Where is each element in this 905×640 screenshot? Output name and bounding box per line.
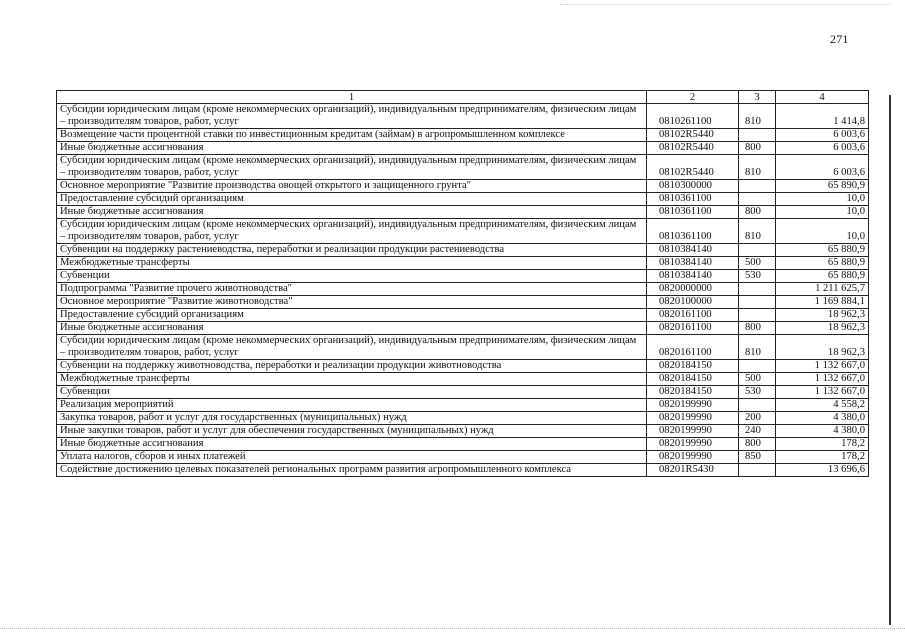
row-expense-type: 800 — [739, 322, 776, 335]
row-description: Закупка товаров, работ и услуг для государственных (муниципальных) нужд — [57, 412, 647, 425]
row-expense-type: 810 — [739, 219, 776, 244]
row-target-code: 0820199990 — [647, 399, 739, 412]
row-expense-type: 800 — [739, 438, 776, 451]
table-row — [57, 309, 869, 322]
header-col-1: 1 — [57, 91, 647, 104]
row-amount: 178,2 — [776, 451, 869, 464]
row-expense-type: 810 — [739, 155, 776, 180]
row-amount: 4 380,0 — [776, 425, 869, 438]
row-target-code: 08102R5440 — [647, 129, 739, 142]
row-amount: 10,0 — [776, 206, 869, 219]
row-description: Иные бюджетные ассигнования — [57, 206, 647, 219]
table-row — [57, 335, 869, 360]
row-target-code: 08102R5440 — [647, 155, 739, 180]
row-amount: 1 132 667,0 — [776, 373, 869, 386]
table-row — [57, 386, 869, 399]
row-expense-type — [739, 193, 776, 206]
row-description: Возмещение части процентной ставки по инвестиционным кредитам (займам) в агропромышленном комплексе — [57, 129, 647, 142]
row-target-code: 0820184150 — [647, 386, 739, 399]
row-expense-type: 810 — [739, 335, 776, 360]
row-expense-type — [739, 399, 776, 412]
row-description: Основное мероприятие "Развитие производства овощей открытого и защищенного грунта" — [57, 180, 647, 193]
row-description: Иные бюджетные ассигнования — [57, 142, 647, 155]
row-target-code: 0810300000 — [647, 180, 739, 193]
row-description: Субсидии юридическим лицам (кроме некоммерческих организаций), индивидуальным предпринимателям, физическим лицам – производителям товаров, работ, услуг — [57, 219, 647, 244]
row-amount: 6 003,6 — [776, 129, 869, 142]
table-row — [57, 373, 869, 386]
row-expense-type — [739, 283, 776, 296]
row-expense-type: 200 — [739, 412, 776, 425]
row-expense-type: 500 — [739, 257, 776, 270]
row-target-code: 0820000000 — [647, 283, 739, 296]
row-amount: 10,0 — [776, 219, 869, 244]
page-number: 271 — [830, 32, 849, 46]
row-amount: 65 890,9 — [776, 180, 869, 193]
row-target-code: 0820161100 — [647, 322, 739, 335]
table-header-row — [57, 91, 869, 104]
row-target-code: 08102R5440 — [647, 142, 739, 155]
row-description: Субсидии юридическим лицам (кроме некоммерческих организаций), индивидуальным предпринимателям, физическим лицам – производителям товаров, работ, услуг — [57, 104, 647, 129]
row-expense-type — [739, 296, 776, 309]
row-target-code: 0820199990 — [647, 412, 739, 425]
row-target-code: 0810361100 — [647, 219, 739, 244]
row-description: Предоставление субсидий организациям — [57, 309, 647, 322]
header-col-2: 2 — [647, 91, 739, 104]
table-body — [57, 104, 869, 477]
row-amount: 6 003,6 — [776, 142, 869, 155]
row-amount: 6 003,6 — [776, 155, 869, 180]
row-target-code: 0820199990 — [647, 451, 739, 464]
table-row — [57, 244, 869, 257]
row-amount: 4 380,0 — [776, 412, 869, 425]
table-row — [57, 206, 869, 219]
table-row — [57, 129, 869, 142]
row-description: Содействие достижению целевых показателей региональных программ развития агропромышленного комплекса — [57, 464, 647, 477]
table-row — [57, 155, 869, 180]
row-expense-type: 850 — [739, 451, 776, 464]
table-row — [57, 193, 869, 206]
row-target-code: 0820161100 — [647, 309, 739, 322]
row-amount: 10,0 — [776, 193, 869, 206]
row-description: Уплата налогов, сборов и иных платежей — [57, 451, 647, 464]
row-description: Межбюджетные трансферты — [57, 257, 647, 270]
row-expense-type — [739, 309, 776, 322]
table-row — [57, 322, 869, 335]
table-row — [57, 283, 869, 296]
row-target-code: 0820199990 — [647, 425, 739, 438]
row-description: Субвенции — [57, 270, 647, 283]
row-amount: 18 962,3 — [776, 335, 869, 360]
row-amount: 178,2 — [776, 438, 869, 451]
table-row — [57, 464, 869, 477]
row-target-code: 0820161100 — [647, 335, 739, 360]
row-expense-type: 810 — [739, 104, 776, 129]
row-description: Реализация мероприятий — [57, 399, 647, 412]
row-expense-type: 800 — [739, 206, 776, 219]
table-row — [57, 438, 869, 451]
row-amount: 4 558,2 — [776, 399, 869, 412]
row-amount: 18 962,3 — [776, 322, 869, 335]
row-description: Предоставление субсидий организациям — [57, 193, 647, 206]
row-description: Иные закупки товаров, работ и услуг для обеспечения государственных (муниципальных) нужд — [57, 425, 647, 438]
row-description: Иные бюджетные ассигнования — [57, 438, 647, 451]
row-description: Субвенции на поддержку растениеводства, переработки и реализации продукции растениеводства — [57, 244, 647, 257]
table-row — [57, 219, 869, 244]
row-expense-type: 240 — [739, 425, 776, 438]
row-description: Иные бюджетные ассигнования — [57, 322, 647, 335]
table-row — [57, 104, 869, 129]
table-row — [57, 451, 869, 464]
table-row — [57, 257, 869, 270]
table-row — [57, 180, 869, 193]
row-description: Субсидии юридическим лицам (кроме некоммерческих организаций), индивидуальным предпринимателям, физическим лицам – производителям товаров, работ, услуг — [57, 155, 647, 180]
table-row — [57, 360, 869, 373]
row-amount: 1 414,8 — [776, 104, 869, 129]
row-expense-type — [739, 244, 776, 257]
row-target-code: 0820184150 — [647, 360, 739, 373]
row-expense-type: 530 — [739, 270, 776, 283]
row-expense-type — [739, 180, 776, 193]
row-expense-type: 800 — [739, 142, 776, 155]
row-description: Субвенции — [57, 386, 647, 399]
row-target-code: 0810384140 — [647, 244, 739, 257]
header-col-4: 4 — [776, 91, 869, 104]
table-row — [57, 270, 869, 283]
row-expense-type — [739, 464, 776, 477]
row-description: Межбюджетные трансферты — [57, 373, 647, 386]
table-row — [57, 142, 869, 155]
row-amount: 1 132 667,0 — [776, 360, 869, 373]
budget-table — [56, 90, 869, 477]
row-expense-type — [739, 129, 776, 142]
table-row — [57, 296, 869, 309]
row-amount: 65 880,9 — [776, 270, 869, 283]
row-amount: 1 132 667,0 — [776, 386, 869, 399]
row-target-code: 0810261100 — [647, 104, 739, 129]
row-amount: 1 169 884,1 — [776, 296, 869, 309]
row-description: Основное мероприятие "Развитие животноводства" — [57, 296, 647, 309]
row-amount: 1 211 625,7 — [776, 283, 869, 296]
row-expense-type — [739, 360, 776, 373]
row-target-code: 0810361100 — [647, 193, 739, 206]
row-target-code: 0820199990 — [647, 438, 739, 451]
scan-artifact-top — [560, 4, 890, 6]
row-description: Субсидии юридическим лицам (кроме некоммерческих организаций), индивидуальным предпринимателям, физическим лицам – производителям товаров, работ, услуг — [57, 335, 647, 360]
table-row — [57, 399, 869, 412]
row-amount: 18 962,3 — [776, 309, 869, 322]
table-row — [57, 425, 869, 438]
table-row — [57, 412, 869, 425]
row-description: Подпрограмма "Развитие прочего животноводства" — [57, 283, 647, 296]
row-target-code: 0810384140 — [647, 270, 739, 283]
row-target-code: 0810361100 — [647, 206, 739, 219]
row-target-code: 0820184150 — [647, 373, 739, 386]
row-target-code: 0810384140 — [647, 257, 739, 270]
row-amount: 13 696,6 — [776, 464, 869, 477]
row-amount: 65 880,9 — [776, 257, 869, 270]
row-expense-type: 500 — [739, 373, 776, 386]
row-target-code: 0820100000 — [647, 296, 739, 309]
scan-artifact-bottom — [0, 628, 905, 630]
row-target-code: 08201R5430 — [647, 464, 739, 477]
row-description: Субвенции на поддержку животноводства, переработки и реализации продукции животноводства — [57, 360, 647, 373]
header-col-3: 3 — [739, 91, 776, 104]
row-expense-type: 530 — [739, 386, 776, 399]
row-amount: 65 880,9 — [776, 244, 869, 257]
scan-edge-line — [889, 95, 891, 625]
